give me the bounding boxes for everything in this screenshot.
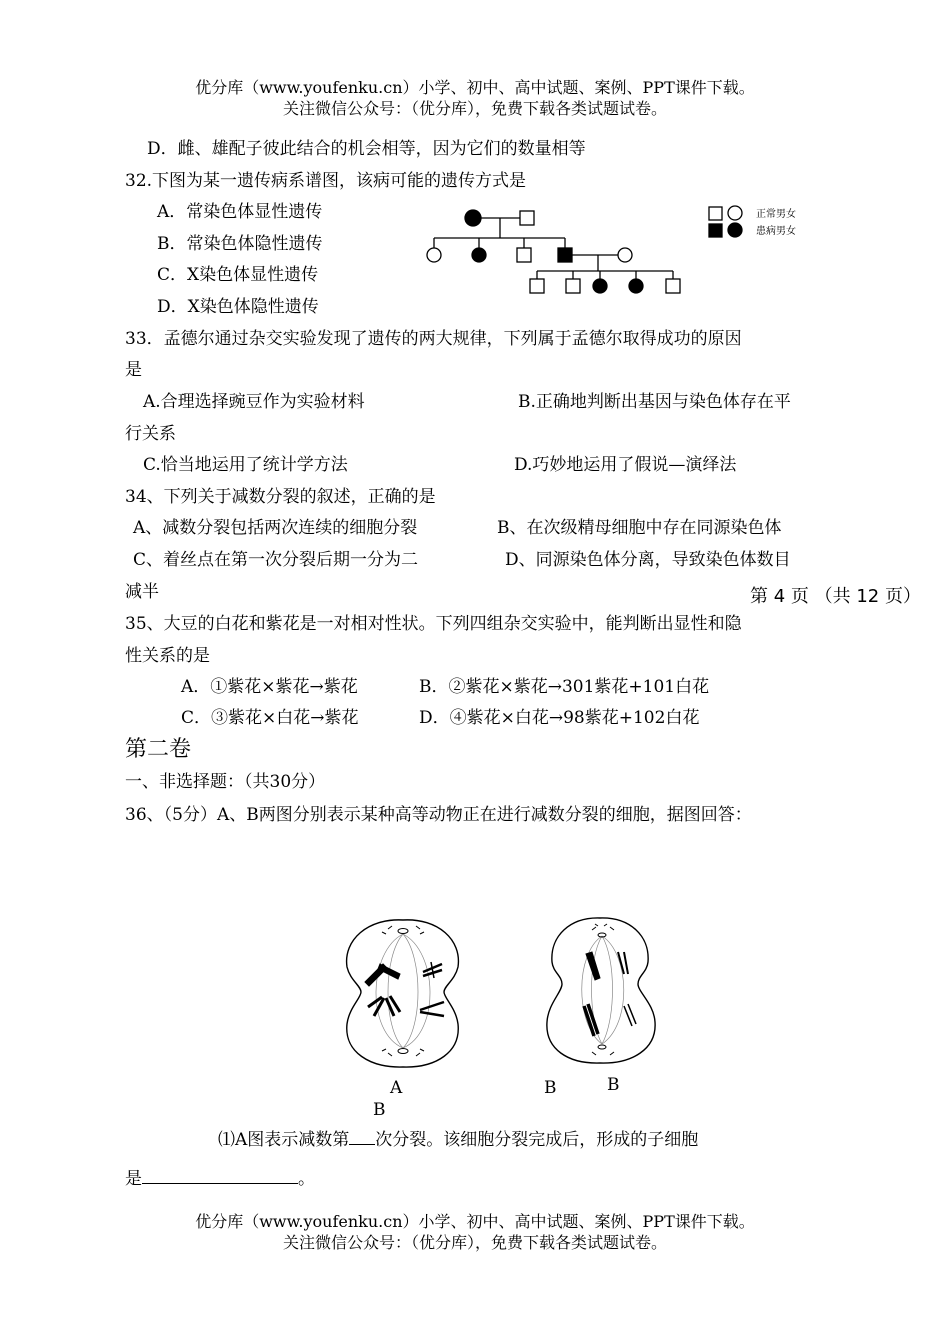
q36-sub1-text-b: 次分裂。该细胞分裂完成后，形成的子细胞 — [375, 1130, 699, 1150]
q33-option-c: C.恰当地运用了统计学方法 — [143, 455, 348, 475]
q32-option-b: B．常染色体隐性遗传 — [157, 234, 323, 254]
header-line-1: 优分库（www.youfenku.cn）小学、初中、高中试题、案例、PPT课件下载。 — [195, 78, 755, 97]
q32-stem: 32.下图为某一遗传病系谱图，该病可能的遗传方式是 — [125, 171, 527, 191]
q34-option-d-1: D、同源染色体分离，导致染色体数目 — [505, 550, 791, 570]
q32-option-d: D．X染色体隐性遗传 — [157, 297, 319, 317]
q33-option-a: A.合理选择豌豆作为实验材料 — [143, 392, 365, 412]
section-part-1: 一、非选择题：（共30分） — [125, 772, 326, 792]
section-title: 第二卷 — [125, 737, 192, 762]
footer-line-2: 关注微信公众号：（优分库），免费下载各类试题试卷。 — [282, 1233, 667, 1252]
q34-stem: 34、下列关于减数分裂的叙述，正确的是 — [125, 487, 436, 507]
header-line-2: 关注微信公众号：（优分库），免费下载各类试题试卷。 — [282, 99, 667, 118]
q34-option-d-2: 减半 — [125, 582, 159, 602]
q35-option-d: D．④紫花×白花→98紫花+102白花 — [419, 708, 700, 728]
q34-option-b: B、在次级精母细胞中存在同源染色体 — [497, 518, 782, 538]
q36-sub1-text-a: ⑴A图表示减数第 — [218, 1130, 350, 1150]
q36-stem: 36、（5分）A、B两图分别表示某种高等动物正在进行减数分裂的细胞，据图回答： — [125, 805, 752, 825]
q31-option-d: D．雌、雄配子彼此结合的机会相等，因为它们的数量相等 — [147, 139, 586, 159]
q36-sub1-text-c: 是 — [125, 1169, 142, 1189]
pedigree-chart — [420, 198, 850, 298]
legend-normal-label: 正常男女 — [756, 209, 796, 220]
q35-stem-2: 性关系的是 — [125, 646, 210, 666]
q36-sub1-line2 — [125, 1168, 315, 1190]
figure-label-b-3: B — [373, 1100, 386, 1120]
figure-label-a: A — [390, 1078, 403, 1098]
q33-stem-2: 是 — [125, 360, 142, 380]
cell-diagram-b — [540, 914, 660, 1066]
figure-label-b-1: B — [544, 1078, 557, 1098]
figure-label-b-2: B — [607, 1075, 620, 1095]
q34-option-a: A、减数分裂包括两次连续的细胞分裂 — [133, 518, 418, 538]
q35-stem-1: 35、大豆的白花和紫花是一对相对性状。下列四组杂交实验中，能判断出显性和隐 — [125, 614, 742, 634]
q36-sub1-text-d: 。 — [298, 1169, 315, 1189]
cell-diagram-a — [338, 912, 468, 1072]
q36-sub1-blank-1[interactable] — [349, 1130, 375, 1145]
q33-option-b-1: B.正确地判断出基因与染色体存在平 — [518, 392, 791, 412]
q32-option-c: C．X染色体显性遗传 — [157, 265, 319, 285]
q36-sub1-line1 — [218, 1129, 698, 1151]
q33-option-d: D.巧妙地运用了假说—演绎法 — [514, 455, 737, 475]
q34-option-c: C、着丝点在第一次分裂后期一分为二 — [133, 550, 419, 570]
legend-normal-female-icon — [728, 206, 742, 220]
q35-option-a: A．①紫花×紫花→紫花 — [181, 677, 358, 697]
legend-affected-female-icon — [728, 223, 742, 237]
legend-affected-male-icon — [709, 224, 722, 237]
q36-sub1-blank-2[interactable] — [142, 1169, 298, 1184]
page-number: 第 4 页 （共 12 页） — [750, 586, 921, 607]
q33-option-b-2: 行关系 — [125, 424, 176, 444]
legend-affected-label: 患病男女 — [756, 226, 796, 237]
q35-option-c: C．③紫花×白花→紫花 — [181, 708, 359, 728]
q33-stem-1: 33．孟德尔通过杂交实验发现了遗传的两大规律，下列属于孟德尔取得成功的原因 — [125, 329, 742, 349]
q35-option-b: B．②紫花×紫花→301紫花+101白花 — [419, 677, 710, 697]
legend-normal-male-icon — [709, 207, 722, 220]
footer-line-1: 优分库（www.youfenku.cn）小学、初中、高中试题、案例、PPT课件下载。 — [195, 1212, 755, 1231]
q32-option-a: A．常染色体显性遗传 — [157, 202, 323, 222]
